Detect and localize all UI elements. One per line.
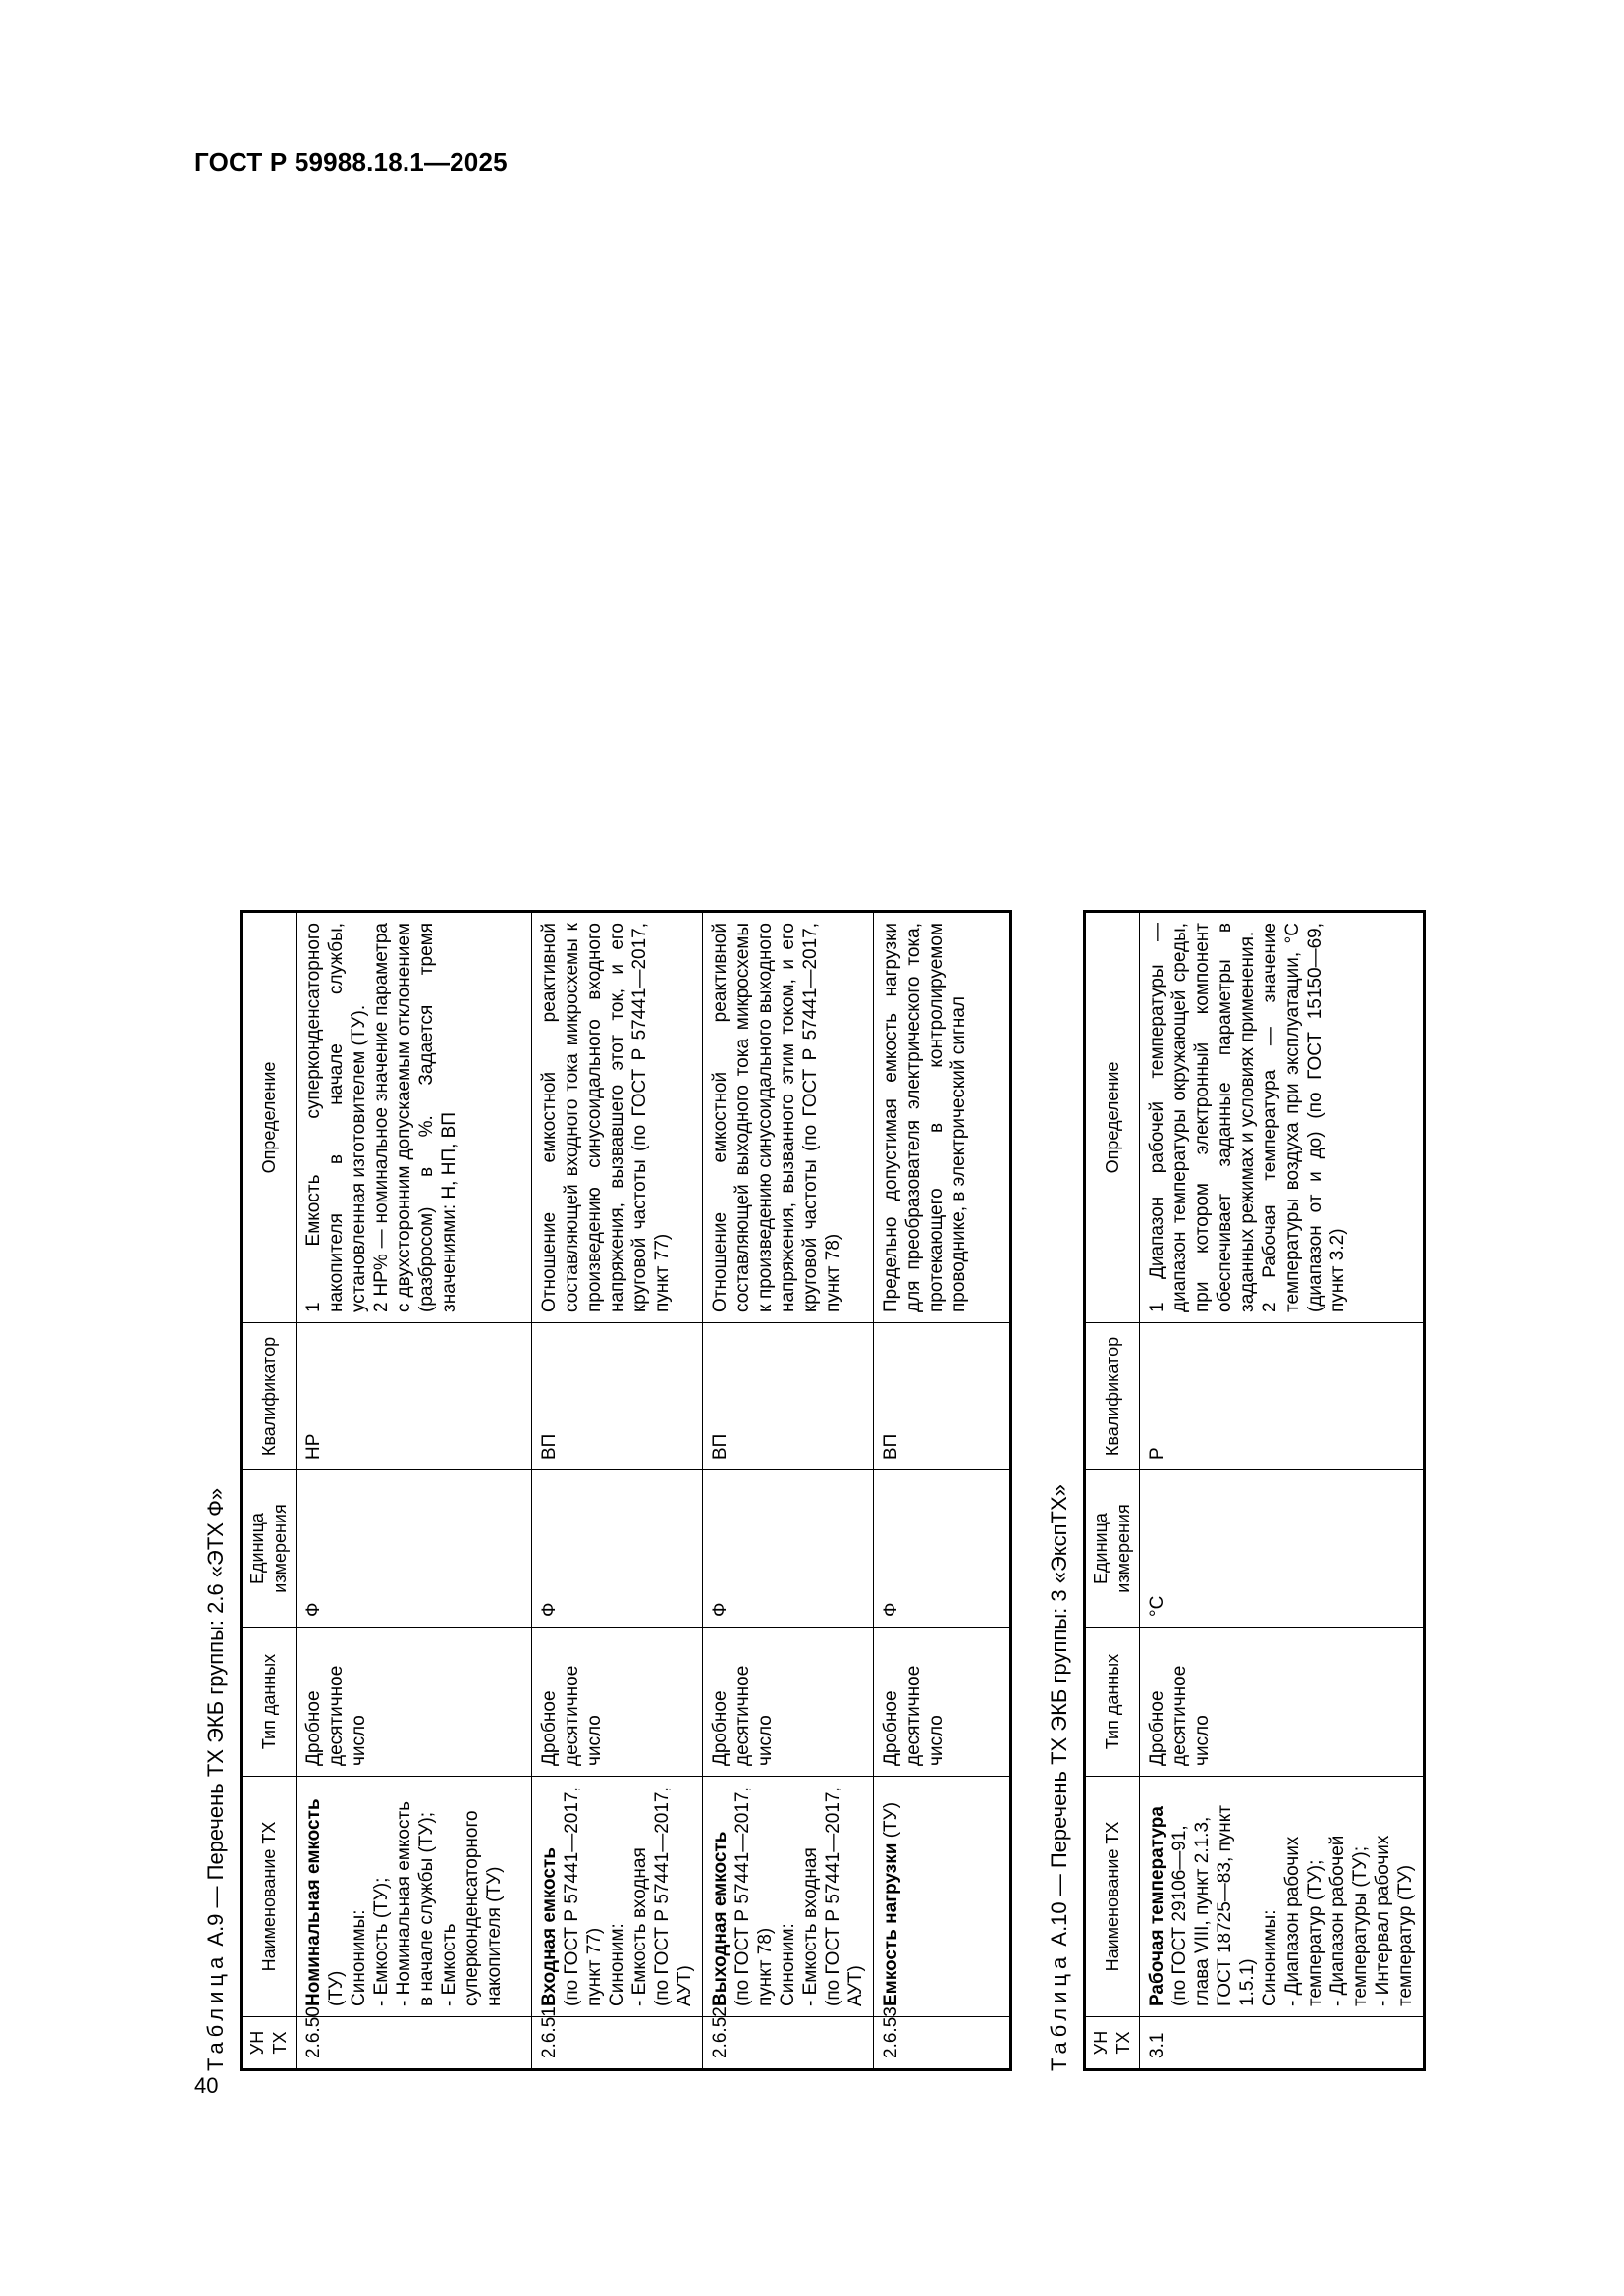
cell-type: Дробное десятичное число (297, 1628, 532, 1777)
cell-definition (297, 912, 532, 1323)
column-header: УН ТХ (242, 2017, 297, 2070)
cell-id: 2.6.52 (703, 2017, 874, 2070)
column-header: Тип данных (1085, 1628, 1140, 1777)
cell-id: 2.6.51 (532, 2017, 703, 2070)
name-bold: Входная емкость (539, 1847, 560, 2006)
column-header: Наименование ТХ (1085, 1777, 1140, 2017)
name-line: Синонимы: (349, 1909, 369, 2006)
table-row (532, 912, 703, 2070)
cell-unit: Ф (703, 1470, 874, 1628)
cell-qualifier: Р (1140, 1323, 1425, 1470)
caption-label: Таблица (203, 1951, 228, 2071)
name-line: (по ГОСТ Р 57441—2017, АУТ) (652, 1787, 695, 2006)
name-bold: Емкость нагрузки (881, 1842, 901, 2006)
name-bold: Выходная емкость (710, 1831, 731, 2006)
cell-id: 3.1 (1140, 2017, 1425, 2070)
column-header: Квалификатор (242, 1323, 297, 1470)
table-row (1140, 912, 1425, 2070)
name-line: (по ГОСТ Р 57441—2017, пункт 77) (562, 1787, 605, 2006)
name-line: - Интервал рабочих температур (ТУ) (1373, 1835, 1416, 2006)
cell-qualifier: ВП (874, 1323, 1011, 1470)
caption-label: Таблица (1047, 1951, 1071, 2071)
cell-name (703, 1777, 874, 2017)
name-line: Синонимы: (1260, 1909, 1280, 2006)
cell-name (297, 1777, 532, 2017)
column-header: Единица измерения (242, 1470, 297, 1628)
definition-line: 2 Рабочая температура — значение температуры воздуха при эксплуатации, °С (диапазон от и до) (по ГОСТ 15150—69, пункт 3.2) (1260, 923, 1348, 1312)
cell-name (1140, 1777, 1425, 2017)
name-line: - Диапазон рабочей температуры (ТУ); (1327, 1835, 1371, 2006)
cell-definition (703, 912, 874, 1323)
cell-unit: °С (1140, 1470, 1425, 1628)
column-header: Определение (1085, 912, 1140, 1323)
cell-definition (874, 912, 1011, 1323)
cell-type: Дробное десятичное число (874, 1628, 1011, 1777)
name-suffix: (ТУ) (881, 1801, 901, 1843)
column-header: Единица измерения (1085, 1470, 1140, 1628)
name-line: Синоним: (778, 1923, 798, 2006)
cell-type: Дробное десятичное число (532, 1628, 703, 1777)
table-caption (202, 226, 230, 2071)
caption-text: А.10 — Перечень ТХ ЭКБ группы: 3 «ЭкспТХ» (1047, 1484, 1071, 1947)
page-number: 40 (194, 2073, 219, 2098)
table-header-row (242, 912, 297, 2070)
cell-id: 2.6.50 (297, 2017, 532, 2070)
table-header-row (1085, 912, 1140, 2070)
cell-qualifier: ВП (703, 1323, 874, 1470)
cell-qualifier: ВП (532, 1323, 703, 1470)
caption-text: А.9 — Перечень ТХ ЭКБ группы: 2.6 «ЭТХ Ф» (203, 1487, 228, 1947)
table-row (297, 912, 532, 2070)
cell-unit: Ф (532, 1470, 703, 1628)
cell-qualifier: НР (297, 1323, 532, 1470)
name-bold: Рабочая температура (1147, 1806, 1167, 2006)
name-line: - Номинальная емкость в начале службы (ТУ); (394, 1800, 437, 2006)
name-line: Синоним: (607, 1923, 627, 2006)
name-line: (по ГОСТ 29106—91, глава VIII, пункт 2.1.3, ГОСТ 18725—83, пункт 1.5.1) (1169, 1804, 1258, 2006)
name-bold: Номинальная емкость (303, 1798, 324, 2006)
cell-definition (1140, 912, 1425, 1323)
name-suffix: (ТУ) (326, 1970, 347, 2006)
cell-unit: Ф (297, 1470, 532, 1628)
definition-line: 2 НР% — номинальное значение параметра с двухсторонним допускаемым отклонением (разбросом) в %. Задается тремя значениями: Н, НП, ВП (371, 923, 460, 1312)
cell-name (532, 1777, 703, 2017)
rotated-content (202, 226, 1416, 2071)
cell-id: 2.6.53 (874, 2017, 1011, 2070)
column-header: УН ТХ (1085, 2017, 1140, 2070)
table-row (874, 912, 1011, 2070)
definition-line: Отношение емкостной реактивной составляющей входного тока микросхемы к произведению синусоидального входного напряжения, вызвавшего этот ток, и его круговой частоты (по ГОСТ Р 57441—2017, пункт 77) (539, 923, 673, 1312)
cell-name (874, 1777, 1011, 2017)
name-line: (по ГОСТ Р 57441—2017, АУТ) (823, 1787, 866, 2006)
table-row (703, 912, 874, 2070)
column-header: Наименование ТХ (242, 1777, 297, 2017)
cell-type: Дробное десятичное число (1140, 1628, 1425, 1777)
name-line: - Емкость суперконденсаторного накопителя (ТУ) (439, 1810, 505, 2006)
name-line: - Емкость (ТУ); (371, 1877, 392, 2006)
definition-line: Отношение емкостной реактивной составляющей выходного тока микросхемы к произведению синусоидального выходного напряжения, вызванного этим током, и его круговой частоты (по ГОСТ Р 57441—2017, пункт 78) (710, 923, 843, 1312)
definition-line: 1 Емкость суперконденсаторного накопителя в начале службы, установленная изготовителем (ТУ). (303, 923, 369, 1312)
table-a9 (240, 910, 1012, 2071)
definition-line: Предельно допустимая емкость нагрузки для преобразователя электрического тока, протекающего в контролируемом проводнике, в электрический сигнал (881, 923, 969, 1312)
cell-type: Дробное десятичное число (703, 1628, 874, 1777)
name-line: - Емкость входная (800, 1847, 821, 2006)
column-header: Определение (242, 912, 297, 1323)
name-line: (по ГОСТ Р 57441—2017, пункт 78) (732, 1787, 776, 2006)
table-caption (1046, 226, 1073, 2071)
definition-line: 1 Диапазон рабочей температуры — диапазон температуры окружающей среды, при котором электронный компонент обеспечивает заданные параметры в заданных режимах и условиях применения. (1147, 923, 1258, 1312)
name-line: - Емкость входная (629, 1847, 650, 2006)
column-header: Квалификатор (1085, 1323, 1140, 1470)
cell-unit: Ф (874, 1470, 1011, 1628)
document-header: ГОСТ Р 59988.18.1—2025 (194, 147, 508, 177)
column-header: Тип данных (242, 1628, 297, 1777)
name-line: - Диапазон рабочих температур (ТУ); (1282, 1836, 1326, 2006)
table-a10 (1083, 910, 1426, 2071)
cell-definition (532, 912, 703, 1323)
